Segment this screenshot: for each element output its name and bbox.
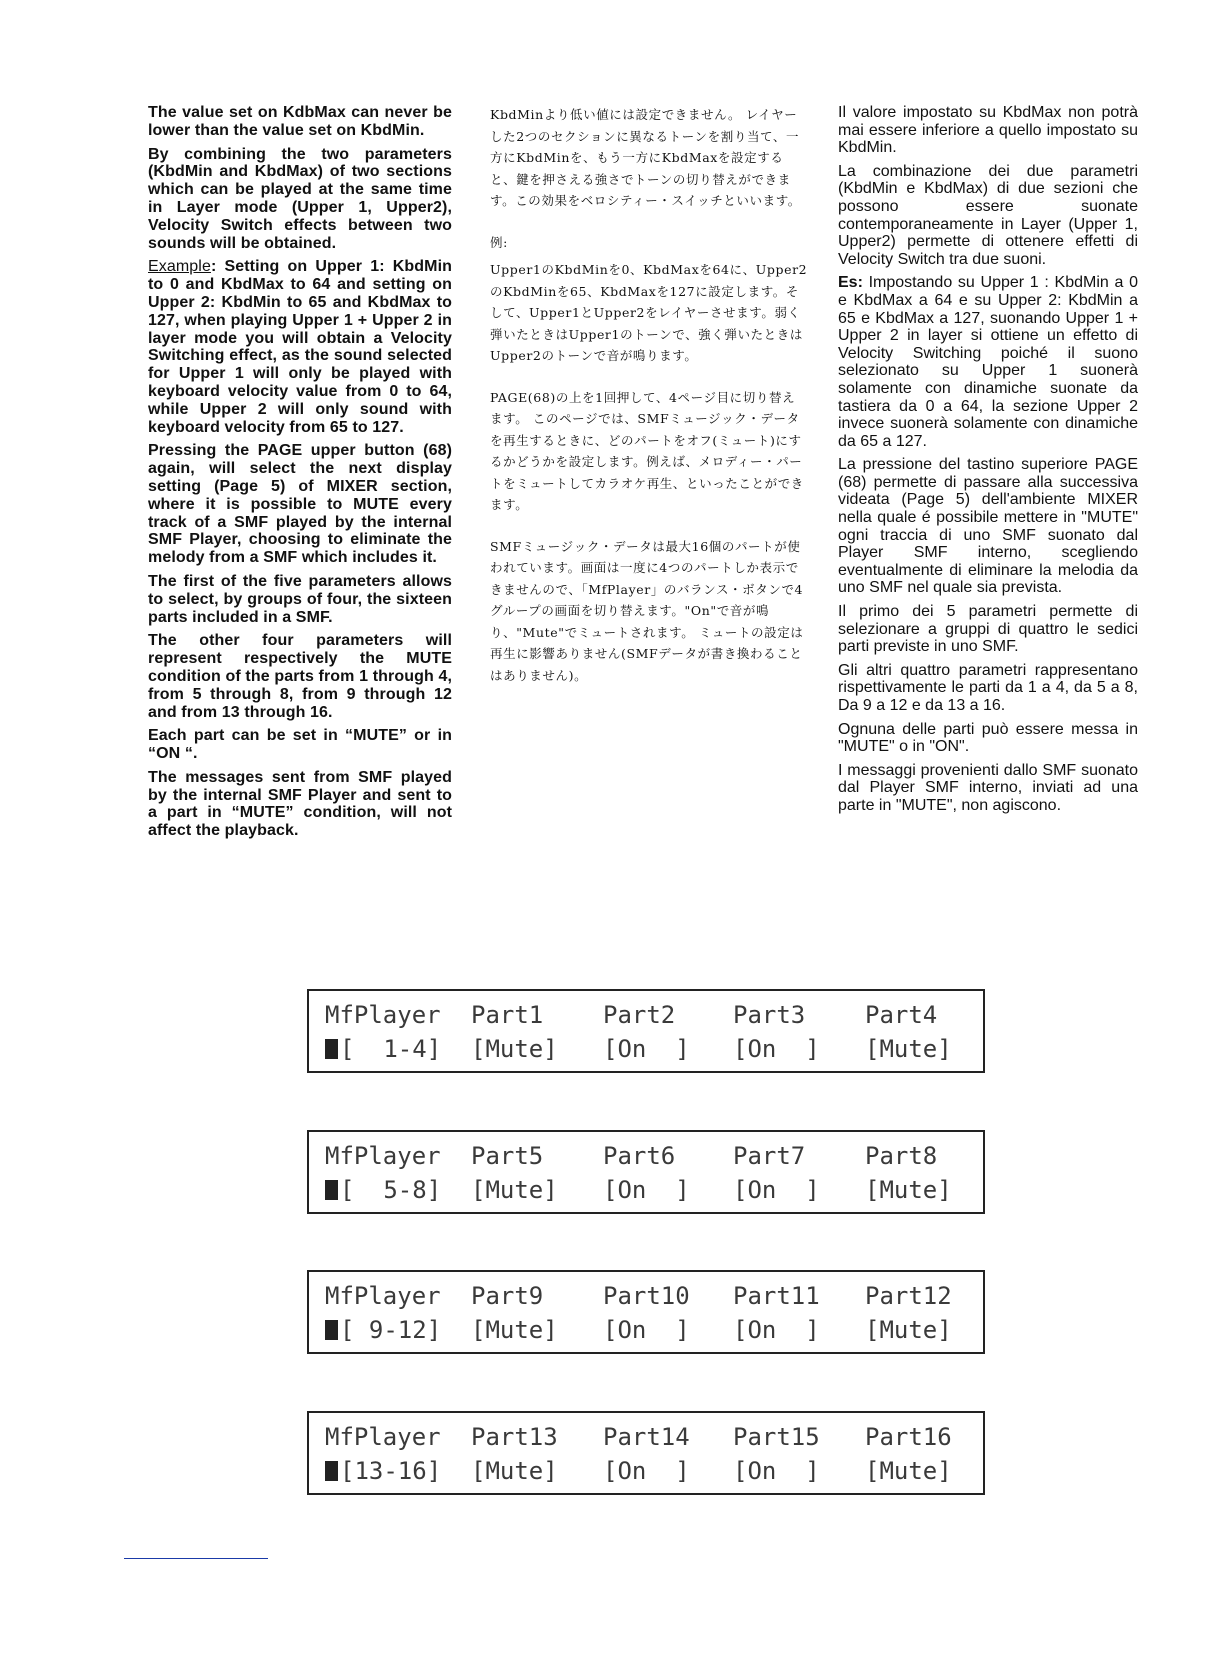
lcd-part-label: Part6	[603, 1142, 676, 1170]
lcd-range-value: [ 1-4]	[340, 1035, 442, 1063]
lcd-value-row	[325, 1457, 952, 1487]
footer-divider	[124, 1558, 268, 1559]
lcd-screen-parts-9-12	[307, 1270, 985, 1354]
lcd-state: [On ]	[733, 1035, 820, 1063]
lcd-state: [Mute]	[865, 1035, 952, 1063]
lcd-title: MfPlayer	[325, 1142, 441, 1170]
ja-paragraph: PAGE(68)の上を1回押して、4ページ目に切り替えます。 このページでは、SMFミュージック・データを再生するときに、どのパートをオフ(ミュート)にするかどうかを設定します。例えば、メロディー・パートをミュートしてカラオケ再生、といったことができます。	[490, 389, 804, 512]
lcd-state: [Mute]	[865, 1316, 952, 1344]
lcd-header-row	[325, 1282, 952, 1312]
lcd-range-field	[325, 1316, 441, 1344]
lcd-screen-parts-5-8	[307, 1130, 985, 1214]
lcd-range-value: [ 9-12]	[340, 1316, 442, 1344]
lcd-state: [On ]	[603, 1176, 690, 1204]
lcd-range-value: [13-16]	[340, 1457, 442, 1485]
es-text: Impostando su Upper 1 : KbdMin a 0 e KbdMax a 64 e su Upper 2: KbdMin a 65 e KbdMax a 127, suonando Upper 1 + Upper 2 in layer si ottiene un effetto di Velocity Switching poiché il suono selezionato su Upper 1 suonerà solamente con dinamiche suonate da tastiera da 0 a 64, la sezione Upper 2 invece suonerà solamente con dinamiche da 65 a 127.	[838, 274, 1138, 450]
lcd-part-label: Part7	[733, 1142, 806, 1170]
lcd-part-label: Part16	[865, 1423, 952, 1451]
lcd-part-label: Part4	[865, 1001, 938, 1029]
lcd-range-field	[325, 1457, 441, 1485]
en-paragraph: The first of the five parameters allows to select, by groups of four, the sixteen parts included in a SMF.	[148, 572, 452, 626]
lcd-screen-parts-1-4	[307, 989, 985, 1073]
lcd-part-label: Part8	[865, 1142, 938, 1170]
lcd-range-value: [ 5-8]	[340, 1176, 442, 1204]
en-paragraph: By combining the two parameters (KbdMin and KbdMax) of two sections which can be played at the same time in Layer mode (Upper 1, Upper2), Velocity Switch effects between two sounds will be obtained.	[148, 145, 452, 252]
it-paragraph: Il valore impostato su KbdMax non potrà mai essere inferiore a quello impostato su KbdMin.	[838, 104, 1138, 157]
it-paragraph: Il primo dei 5 parametri permette di selezionare a gruppi di quattro le sedici parti previste in uno SMF.	[838, 603, 1138, 656]
lcd-part-label: Part2	[603, 1001, 676, 1029]
lcd-part-label: Part11	[733, 1282, 820, 1310]
lcd-part-label: Part14	[603, 1423, 690, 1451]
lcd-header-row	[325, 1142, 938, 1172]
it-paragraph: I messaggi provenienti dallo SMF suonato dal Player SMF interno, inviati ad una parte in "MUTE", non agiscono.	[838, 761, 1138, 814]
it-paragraph: Ognuna delle parti può essere messa in "MUTE" o in "ON".	[838, 720, 1138, 756]
en-paragraph: The other four parameters will represent respectively the MUTE condition of the parts from 1 through 4, from 5 through 8, from 9 through 12 and from 13 through 16.	[148, 632, 452, 721]
example-label: Example	[148, 258, 211, 276]
it-example-paragraph	[838, 274, 1138, 450]
lcd-range-field	[325, 1035, 441, 1063]
ja-paragraph: SMFミュージック・データは最大16個のパートが使われています。画面は一度に4つのパートしか表示できませんので、「MfPlayer」のバランス・ボタンで4グループの画面を切り替えます。"On"で音が鳴り、"Mute"でミュートされます。 ミュートの設定は再生に影響ありません(SMFデータが書き換わることはありません)。	[490, 538, 804, 683]
lcd-state: [Mute]	[471, 1176, 558, 1204]
ja-paragraph: Upper1のKbdMinを0、KbdMaxを64に、Upper2のKbdMinを65、KbdMaxを127に設定します。そして、Upper1とUpper2をレイヤーさせます。弱く弾いたときはUpper1のトーンで、強く弾いたときはUpper2のトーンで音が鳴ります。	[490, 262, 808, 363]
lcd-title: MfPlayer	[325, 1282, 441, 1310]
lcd-state: [Mute]	[471, 1457, 558, 1485]
lcd-state: [On ]	[603, 1457, 690, 1485]
lcd-part-label: Part5	[471, 1142, 544, 1170]
lcd-cursor-block	[325, 1320, 338, 1340]
it-paragraph: Gli altri quattro parametri rappresentano rispettivamente le parti da 1 a 4, da 5 a 8, Da 9 a 12 e da 13 a 16.	[838, 661, 1138, 714]
lcd-header-row	[325, 1001, 938, 1031]
en-example-paragraph	[148, 258, 452, 436]
lcd-range-field	[325, 1176, 441, 1204]
lcd-state: [Mute]	[865, 1457, 952, 1485]
en-paragraph: The value set on KdbMax can never be lower than the value set on KbdMin.	[148, 104, 452, 139]
lcd-screen-parts-13-16	[307, 1411, 985, 1495]
lcd-part-label: Part12	[865, 1282, 952, 1310]
ja-example-label: 例:	[490, 234, 508, 250]
en-paragraph: Pressing the PAGE upper button (68) again, will select the next display setting (Page 5) of MIXER section, where it is possible to MUTE every track of a SMF played by the internal SMF Player, choosing to eliminate the melody from a SMF which includes it.	[148, 442, 452, 567]
lcd-value-row	[325, 1176, 952, 1206]
lcd-part-label: Part1	[471, 1001, 544, 1029]
example-text: : Setting on Upper 1: KbdMin to 0 and KbdMax to 64 and setting on Upper 2: KbdMin to 65 and KbdMax to 127, when playing Upper 1 + Upper 2 in layer mode you will obtain a Velocity Switching effect, as the sound selected for Upper 1 will only be played with keyboard velocity value from 0 to 64, while Upper 2 will only sound with keyboard velocity from 65 to 127.	[148, 258, 452, 436]
en-paragraph: Each part can be set in “MUTE” or in “ON “.	[148, 727, 452, 763]
lcd-cursor-block	[325, 1180, 338, 1200]
ja-paragraph: KbdMinより低い値には設定できません。 レイヤーした2つのセクションに異なるトーンを割り当て、一方にKbdMinを、もう一方にKbdMaxを設定すると、鍵を押さえる強さでトーンの切り替えができます。この効果をベロシティー・スイッチといいます。	[490, 107, 801, 208]
lcd-state: [Mute]	[865, 1176, 952, 1204]
it-paragraph: La pressione del tastino superiore PAGE (68) permette di passare alla successiva videata (Page 5) dell'ambiente MIXER nella quale é possibile mettere in "MUTE" ogni traccia di uno SMF suonato dal Player SMF interno, scegliendo eventualmente di eliminare la melodia da uno SMF nel quale sia prevista.	[838, 456, 1138, 597]
lcd-value-row	[325, 1316, 952, 1346]
lcd-part-label: Part10	[603, 1282, 690, 1310]
lcd-header-row	[325, 1423, 952, 1453]
lcd-state: [Mute]	[471, 1316, 558, 1344]
english-column	[148, 104, 452, 846]
lcd-part-label: Part3	[733, 1001, 806, 1029]
lcd-part-label: Part13	[471, 1423, 558, 1451]
lcd-state: [On ]	[603, 1035, 690, 1063]
lcd-title: MfPlayer	[325, 1001, 441, 1029]
lcd-value-row	[325, 1035, 952, 1065]
lcd-state: [On ]	[733, 1316, 820, 1344]
lcd-state: [On ]	[603, 1316, 690, 1344]
en-paragraph: The messages sent from SMF played by the internal SMF Player and sent to a part in “MUTE” condition, will not affect the playback.	[148, 768, 452, 840]
lcd-title: MfPlayer	[325, 1423, 441, 1451]
lcd-state: [On ]	[733, 1176, 820, 1204]
italian-column	[838, 104, 1138, 821]
lcd-cursor-block	[325, 1461, 338, 1481]
japanese-column	[490, 104, 808, 706]
lcd-part-label: Part15	[733, 1423, 820, 1451]
lcd-cursor-block	[325, 1039, 338, 1059]
lcd-part-label: Part9	[471, 1282, 544, 1310]
lcd-state: [On ]	[733, 1457, 820, 1485]
lcd-state: [Mute]	[471, 1035, 558, 1063]
es-label: Es:	[838, 274, 863, 292]
it-paragraph: La combinazione dei due parametri (KbdMin e KbdMax) di due sezioni che possono essere suonate contemporaneamente in Layer (Upper 1, Upper2) permette di ottenere effetti di Velocity Switch tra due suoni.	[838, 162, 1138, 268]
